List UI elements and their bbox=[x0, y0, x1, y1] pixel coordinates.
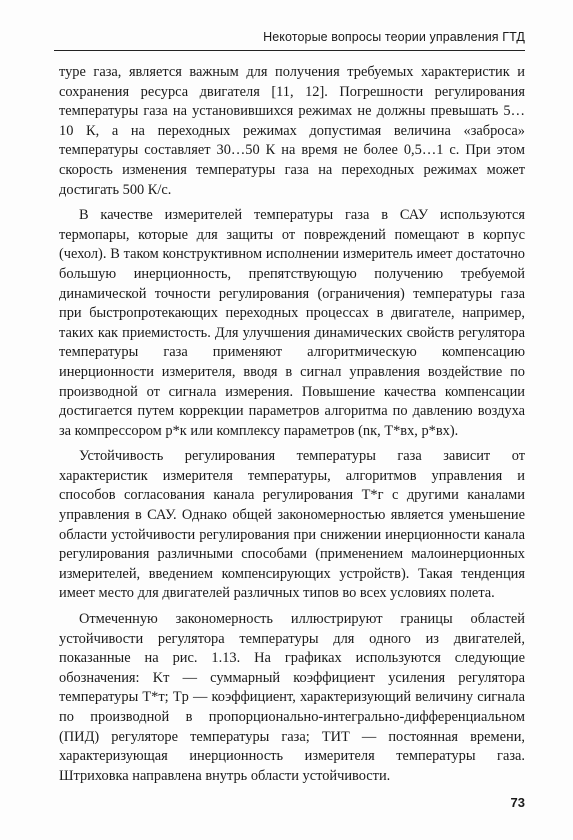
paragraph-4: Отмеченную закономерность иллюстрируют границы областей устойчивости регулятора температуры для одного из двигателей, показанные на рис. 1.13. На графиках используются следующие обозначения: Kт — суммарный коэффициент усиления регулятора температуры T*т; Tр — коэффициент, характеризующий величину сигнала по производной в пропорционально-интегрально-дифференциальном (ПИД) регуляторе температуры газа; TИТ — постоянная времени, характеризующая инерционность измерителя температуры газа. Штриховка направлена внутрь области устойчивости. bbox=[59, 611, 525, 784]
paragraph-2: В качестве измерителей температуры газа в САУ используются термопары, которые для защиты от повреждений помещают в корпус (чехол). В таком конструктивном исполнении измеритель имеет достаточно большую инерционность, препятствующую получению требуемой динамической точности регулирования (ограничения) температуры газа при быстропротекающих переходных процессах в двигателе, например, таких как приемистость. Для улучшения динамических свойств регулятора температуры газа применяют алгоритмическую компенсацию инерционности измерителя, вводя в сигнал управления воздействие по производной от сигнала измерения. Повышение качества компенсации достигается путем коррекции параметров алгоритма по давлению воздуха за компрессором p*к или комплексу параметров (nк, T*вх, p*вх). bbox=[59, 207, 525, 439]
paragraph-1: туре газа, является важным для получения требуемых характеристик и сохранения ресурса двигателя [11, 12]. Погрешности регулирования температуры газа на установившихся режимах не должны превышать 5…10 К, а на переходных режимах допустимая величина «заброса» температуры составляет 30…50 К на время не более 0,5…1 с. При этом скорость изменения температуры газа на переходных режимах может достигать 500 К/с. bbox=[59, 64, 525, 198]
running-head: Некоторые вопросы теории управления ГТД bbox=[54, 30, 525, 51]
paragraph-3: Устойчивость регулирования температуры газа зависит от характеристик измерителя температуры, алгоритмов управления и способов согласования канала регулирования T*г с другими каналами управления в САУ. Однако общей закономерностью является уменьшение области устойчивости регулирования при снижении инерционности канала регулирования различными способами (применением малоинерционных измерителей, введением компенсирующих устройств). Такая тенденция имеет место для двигателей различных типов во всех условиях полета. bbox=[59, 448, 525, 602]
body-text bbox=[59, 63, 525, 792]
page-number: 73 bbox=[510, 795, 525, 810]
